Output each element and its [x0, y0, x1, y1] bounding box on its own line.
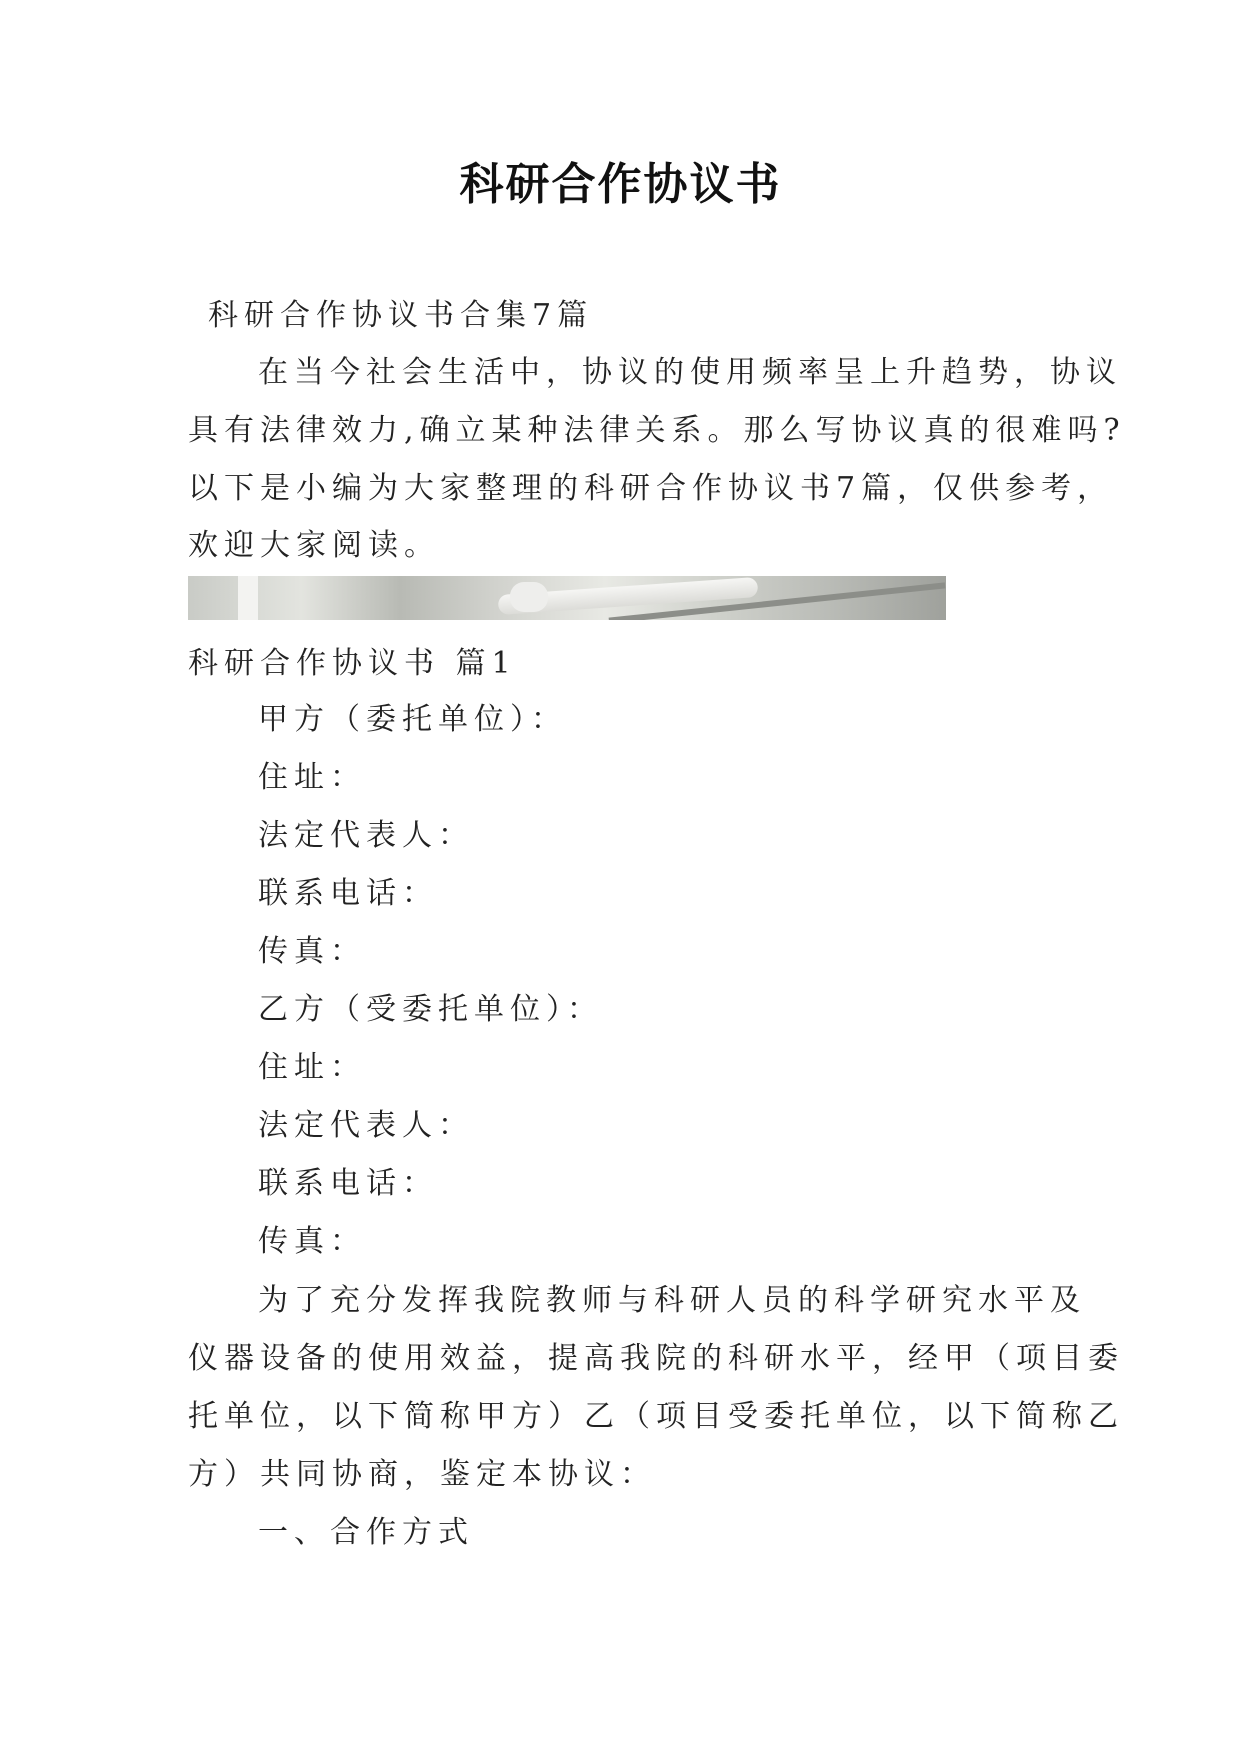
photo-gap [238, 576, 258, 620]
party-b-fax: 传真： [258, 1224, 366, 1259]
body-line: 为了充分发挥我院教师与科研人员的科学研究水平及 [258, 1283, 1086, 1318]
party-b-label: 乙方（受委托单位）： [258, 992, 603, 1027]
clause-heading: 一、合作方式 [258, 1515, 474, 1550]
party-a-legal-rep: 法定代表人： [258, 818, 474, 853]
body-line: 方）共同协商，鉴定本协议： [188, 1457, 656, 1492]
document-subtitle: 科研合作协议书合集7篇 [208, 298, 594, 333]
party-a-address: 住址： [258, 760, 366, 795]
party-a-label: 甲方（委托单位）： [258, 702, 567, 737]
intro-line: 欢迎大家阅读。 [188, 528, 440, 563]
intro-line: 具有法律效力,确立某种法律关系。那么写协议真的很难吗? [188, 413, 1126, 448]
party-b-address: 住址： [258, 1050, 366, 1085]
photo-glove [510, 582, 548, 612]
intro-line: 在当今社会生活中，协议的使用频率呈上升趋势，协议 [258, 355, 1122, 390]
party-a-phone: 联系电话： [258, 876, 438, 911]
section-heading: 科研合作协议书 篇1 [188, 646, 517, 681]
lab-photo [188, 576, 946, 620]
party-b-phone: 联系电话： [258, 1166, 438, 1201]
party-a-fax: 传真： [258, 934, 366, 969]
party-b-legal-rep: 法定代表人： [258, 1108, 474, 1143]
intro-line: 以下是小编为大家整理的科研合作协议书7篇，仅供参考， [188, 471, 1114, 506]
document-title: 科研合作协议书 [459, 159, 782, 210]
body-line: 仪器设备的使用效益，提高我院的科研水平，经甲（项目委 [188, 1341, 1124, 1376]
body-line: 托单位，以下简称甲方）乙（项目受委托单位，以下简称乙 [188, 1399, 1124, 1434]
